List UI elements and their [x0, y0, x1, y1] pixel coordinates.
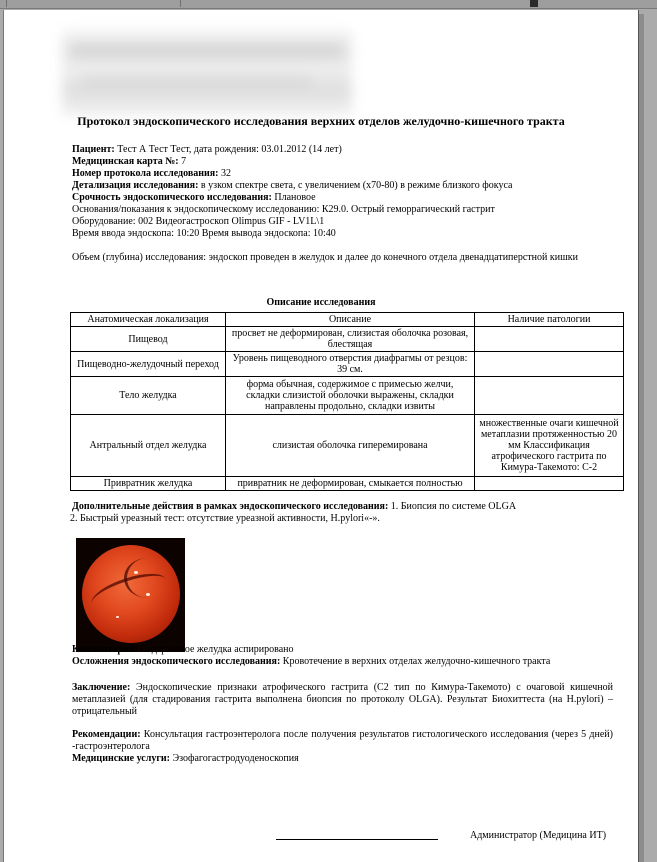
- protocol-line: [72, 168, 231, 180]
- scope-in-value: 10:20: [176, 228, 200, 239]
- services-value: Эзофагогастродуоденоскопия: [172, 753, 299, 764]
- complications-label: Осложнения эндоскопического исследования:: [72, 656, 281, 667]
- scope-in-label: Время ввода эндоскопа:: [72, 228, 174, 239]
- cell-pathology: множественные очаги кишечной метаплазии протяженностью 20 мм Классификация атрофического гастрита по Кимура-Такемото: С-2: [475, 415, 624, 477]
- cell-location: Пищевод: [71, 327, 226, 352]
- services-label: Медицинские услуги:: [72, 753, 170, 764]
- equipment-value: 002 Видеогастроскоп Olimpus GIF - LV1L\1: [138, 216, 325, 227]
- cell-description: Уровень пищеводного отверстия диафрагмы от резцов: 39 см.: [226, 352, 475, 377]
- toolbar-icon[interactable]: [530, 0, 538, 7]
- cell-location: Привратник желудка: [71, 477, 226, 491]
- signature-name: Администратор (Медицина ИТ): [470, 830, 607, 841]
- cell-pathology: [475, 352, 624, 377]
- med-card-line: [72, 156, 186, 168]
- scope-paragraph: [72, 252, 613, 264]
- cell-description: привратник не деформирован, смыкается полностью: [226, 477, 475, 491]
- recommendations-value: Консультация гастроэнтеролога после получения результатов гистологического исследования (через 5 дней) -гастроэнтеролога: [72, 729, 613, 752]
- equipment-label: Оборудование:: [72, 216, 136, 227]
- comment-line: [72, 644, 294, 656]
- table-row: [71, 352, 624, 377]
- redacted-header: [62, 30, 352, 116]
- patient-value: Тест А Тест Тест, дата рождения: 03.01.2012 (14 лет): [117, 144, 342, 155]
- cell-description: форма обычная, содержимое с примесью желчи, складки слизистой оболочки выражены, складки направлены продольно, складки извиты: [226, 377, 475, 415]
- patient-label: Пациент:: [72, 144, 115, 155]
- cell-description: просвет не деформирован, слизистая оболочка розовая, блестящая: [226, 327, 475, 352]
- document-title: Протокол эндоскопического исследования верхних отделов желудочно-кишечного тракта: [77, 114, 565, 128]
- additional-line-2: [70, 513, 380, 525]
- conclusion-paragraph: [72, 682, 613, 718]
- endoscopy-image: [76, 538, 185, 652]
- complications-line: [72, 656, 550, 668]
- table-row: [71, 477, 624, 491]
- additional-item-2: 2. Быстрый уреазный тест: отсутствие уреазной активности, H.pylori«-».: [70, 513, 380, 524]
- comment-label: Комментарий:: [72, 644, 138, 655]
- cell-pathology: [475, 477, 624, 491]
- findings-table: [70, 312, 624, 491]
- recommendations-label: Рекомендации:: [72, 729, 141, 740]
- cell-location: Антральный отдел желудка: [71, 415, 226, 477]
- cell-pathology: [475, 377, 624, 415]
- urgency-line: [72, 192, 316, 204]
- document-page: [3, 10, 639, 862]
- signature-line: [276, 839, 438, 840]
- additional-label: Дополнительные действия в рамках эндоскопического исследования:: [72, 501, 389, 512]
- scope-out-label: Время вывода эндоскопа:: [201, 228, 311, 239]
- header-location: Анатомическая локализация: [71, 313, 226, 327]
- scope-value: эндоскоп проведен в желудок и далее до конечного отдела двенадцатиперстной кишки: [208, 252, 578, 263]
- cell-pathology: [475, 327, 624, 352]
- services-line: [72, 753, 299, 765]
- scope-out-value: 10:40: [313, 228, 336, 239]
- cell-description: слизистая оболочка гиперемирована: [226, 415, 475, 477]
- table-row: [71, 327, 624, 352]
- protocol-value: 32: [221, 168, 232, 179]
- med-card-value: 7: [181, 156, 187, 167]
- med-card-label: Медицинская карта №:: [72, 156, 179, 167]
- times-line: [72, 228, 336, 240]
- complications-value: Кровотечение в верхних отделах желудочно-кишечного тракта: [282, 656, 551, 667]
- protocol-label: Номер протокола исследования:: [72, 168, 219, 179]
- table-header-row: [71, 313, 624, 327]
- header-pathology: Наличие патологии: [475, 313, 624, 327]
- conclusion-label: Заключение:: [72, 682, 131, 693]
- detail-label: Детализация исследования:: [72, 180, 199, 191]
- urgency-label: Срочность эндоскопического исследования:: [72, 192, 272, 203]
- header-description: Описание: [226, 313, 475, 327]
- description-title: Описание исследования: [266, 297, 376, 308]
- indications-label: Основания/показания к эндоскопическому исследованию:: [72, 204, 320, 215]
- additional-item-1: 1. Биопсия по системе OLGA: [390, 501, 517, 512]
- urgency-value: Плановое: [274, 192, 316, 203]
- scope-label: Объем (глубина) исследования:: [72, 252, 207, 263]
- toolbar-divider: [6, 0, 7, 7]
- cell-location: Тело желудка: [71, 377, 226, 415]
- detail-value: в узком спектре света, с увеличением (х70-80) в режиме близкого фокуса: [200, 180, 513, 191]
- viewer-toolbar: [0, 0, 657, 9]
- additional-line: [72, 501, 516, 513]
- toolbar-divider: [180, 0, 181, 7]
- indications-line: [72, 204, 495, 216]
- table-row: [71, 415, 624, 477]
- equipment-line: [72, 216, 324, 228]
- cell-location: Пищеводно-желудочный переход: [71, 352, 226, 377]
- recommendations-paragraph: [72, 729, 613, 753]
- detail-line: [72, 180, 512, 192]
- comment-value: Содержимое желудка аспирировано: [140, 644, 294, 655]
- table-row: [71, 377, 624, 415]
- indications-value: К29.0. Острый геморрагический гастрит: [321, 204, 495, 215]
- conclusion-value: Эндоскопические признаки атрофического гастрита (С2 тип по Кимура-Такемото) с очаговой кишечной метаплазией (для стадирования гастрита выполнена биопсия по протоколу OLGA). Результат Биохиттеста (на H.pylori) – отрицательный: [72, 682, 614, 717]
- patient-line: [72, 144, 342, 156]
